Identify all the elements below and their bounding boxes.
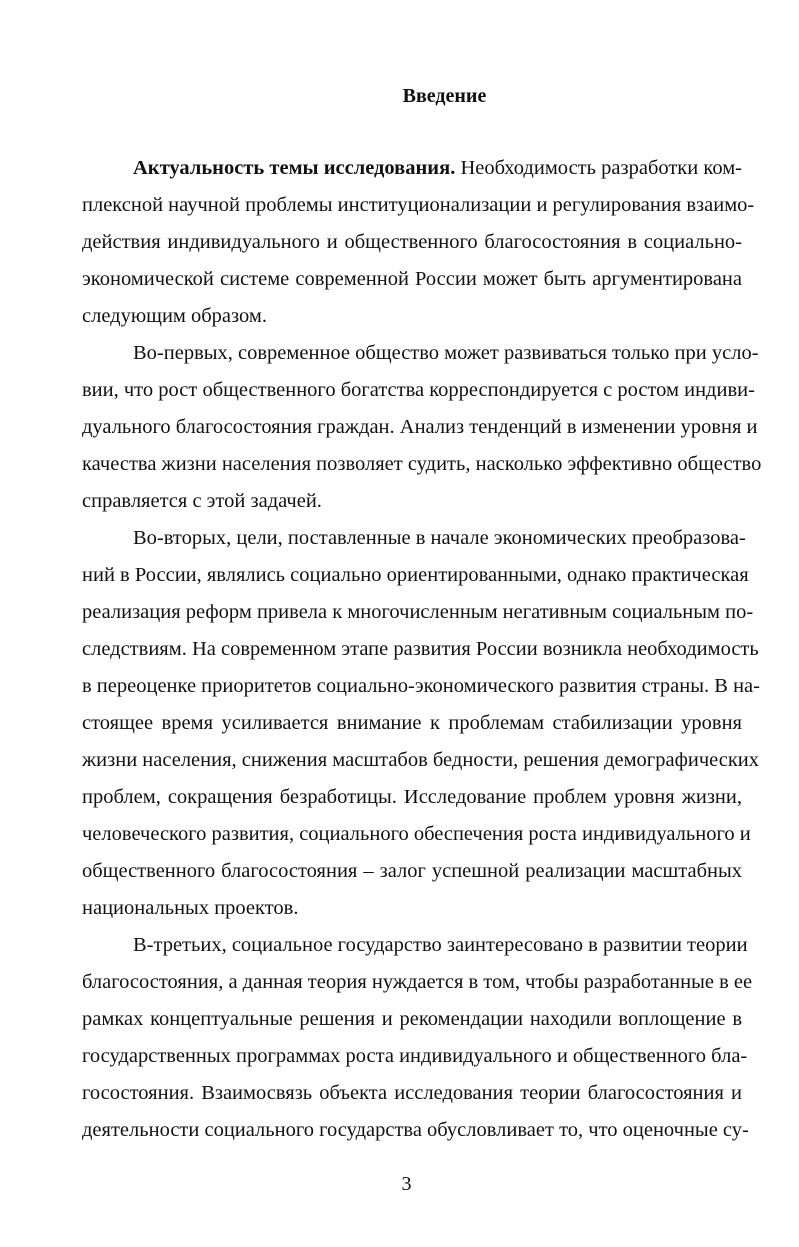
paragraph-4-line-4: государственных программах роста индивидуального и общественного бла-	[82, 1045, 748, 1067]
paragraph-1-line-3: действия индивидуального и общественного благосостояния в социально-	[82, 231, 742, 253]
paragraph-3-line-7: жизни населения, снижения масштабов бедности, решения демографических	[82, 749, 760, 771]
paragraph-4-line-2: благосостояния, а данная теория нуждается в том, чтобы разработанные в ее	[82, 971, 753, 993]
paragraph-4-line-1: В-третьих, социальное государство заинтересовано в развитии теории	[133, 934, 748, 956]
paragraph-1-line-2: плексной научной проблемы институционализации и регулирования взаимо-	[82, 194, 755, 216]
paragraph-2-line-4: качества жизни населения позволяет судить, насколько эффективно общество	[82, 453, 762, 475]
paragraph-1-line-1	[133, 150, 742, 186]
paragraph-2-line-5: справляется с этой задачей.	[82, 490, 322, 512]
paragraph-3-line-4: следствиям. На современном этапе развития России возникла необходимость	[82, 638, 759, 660]
paragraph-3-line-9: человеческого развития, социального обеспечения роста индивидуального и	[82, 823, 751, 845]
paragraph-3-line-10: общественного благосостояния – залог успешной реализации масштабных	[82, 860, 742, 882]
page-number: 3	[401, 1173, 412, 1195]
page-title: Введение	[402, 85, 487, 107]
paragraph-3-line-8: проблем, сокращения безработицы. Исследование проблем уровня жизни,	[82, 786, 742, 808]
topic-relevance-lead: Актуальность темы исследования.	[133, 157, 456, 179]
paragraph-3-line-2: ний в России, являлись социально ориентированными, однако практическая	[82, 564, 749, 586]
paragraph-4-line-5: госостояния. Взаимосвязь объекта исследования теории благосостояния и	[82, 1082, 742, 1104]
paragraph-3-line-11: национальных проектов.	[82, 897, 299, 919]
paragraph-2-line-3: дуального благосостояния граждан. Анализ тенденций в изменении уровня и	[82, 416, 758, 438]
paragraph-1-line-5: следующим образом.	[82, 305, 267, 327]
paragraph-3-line-6: стоящее время усиливается внимание к проблемам стабилизации уровня	[82, 712, 742, 734]
paragraph-3-line-5: в переоценке приоритетов социально-экономического развития страны. В на-	[82, 675, 760, 697]
paragraph-3-line-3: реализация реформ привела к многочисленным негативным социальным по-	[82, 601, 754, 623]
paragraph-1-line-1-rest: Необходимость разработки ком-	[455, 157, 742, 179]
paragraph-1-line-4: экономической системе современной России может быть аргументирована	[82, 268, 742, 290]
paragraph-3-line-1: Во-вторых, цели, поставленные в начале экономических преобразова-	[133, 527, 746, 549]
paragraph-2-line-2: вии, что рост общественного богатства корреспондируется с ростом индиви-	[82, 379, 755, 401]
paragraph-4-line-3: рамках концептуальные решения и рекомендации находили воплощение в	[82, 1008, 742, 1030]
paragraph-2-line-1: Во-первых, современное общество может развиваться только при усло-	[133, 342, 759, 364]
paragraph-4-line-6: деятельности социального государства обусловливает то, что оценочные су-	[82, 1119, 749, 1141]
